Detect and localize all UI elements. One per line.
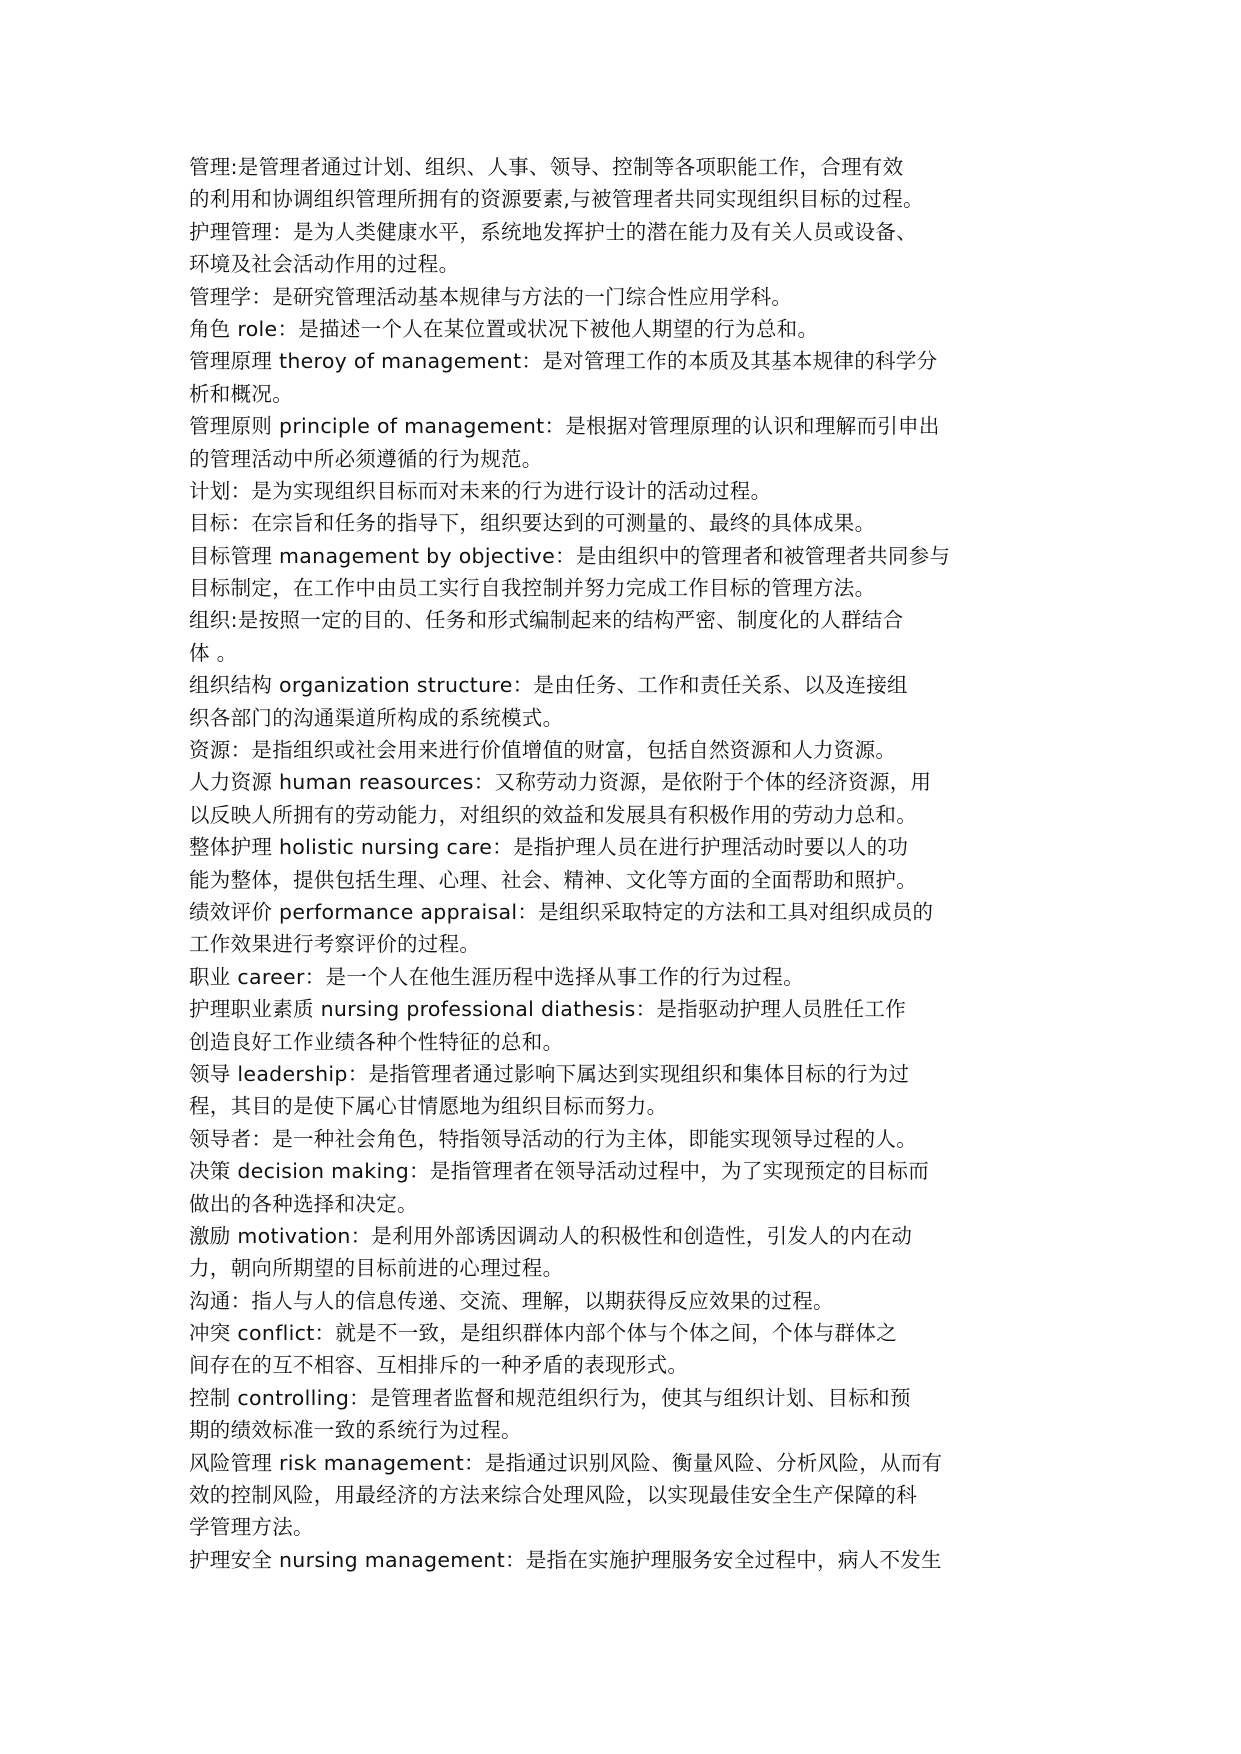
text-line: 资源：是指组织或社会用来进行价值增值的财富，包括自然资源和人力资源。	[189, 738, 897, 763]
text-line: 管理:是管理者通过计划、组织、人事、领导、控制等各项职能工作，合理有效	[189, 155, 904, 179]
text-line: 体 。	[189, 640, 238, 665]
text-line: 组织:是按照一定的目的、任务和形式编制起来的结构严密、制度化的人群结合	[189, 608, 904, 633]
text-line: 护理安全 nursing management：是指在实施护理服务安全过程中，病人不发生	[189, 1547, 942, 1572]
definition-text-body	[189, 151, 1059, 1576]
text-line: 能为整体，提供包括生理、心理、社会、精神、文化等方面的全面帮助和照护。	[189, 867, 917, 892]
text-line: 学管理方法。	[189, 1515, 314, 1540]
text-line: 析和概况。	[189, 381, 293, 406]
text-line: 护理管理：是为人类健康水平，系统地发挥护士的潜在能力及有关人员或设备、	[189, 219, 917, 244]
text-line: 织各部门的沟通渠道所构成的系统模式。	[189, 705, 564, 730]
text-line: 组织结构 organization structure：是由任务、工作和责任关系、以及连接组	[189, 673, 908, 698]
text-line: 绩效评价 performance appraisal：是组织采取特定的方法和工具对组织成员的	[189, 899, 934, 924]
text-line: 创造良好工作业绩各种个性特征的总和。	[189, 1029, 564, 1054]
text-line: 领导 leadership：是指管理者通过影响下属达到实现组织和集体目标的行为过	[189, 1061, 910, 1086]
text-line: 目标管理 management by objective：是由组织中的管理者和被管理者共同参与	[189, 543, 951, 568]
text-line: 整体护理 holistic nursing care：是指护理人员在进行护理活动时要以人的功	[189, 835, 909, 860]
text-line: 做出的各种选择和决定。	[189, 1191, 418, 1216]
text-line: 管理学：是研究管理活动基本规律与方法的一门综合性应用学科。	[189, 284, 793, 309]
text-line: 管理原理 theroy of management：是对管理工作的本质及其基本规律的科学分	[189, 349, 938, 374]
text-line: 工作效果进行考察评价的过程。	[189, 932, 481, 957]
text-line: 目标：在宗旨和任务的指导下，组织要达到的可测量的、最终的具体成果。	[189, 511, 876, 536]
text-line: 环境及社会活动作用的过程。	[189, 252, 460, 277]
text-line: 领导者：是一种社会角色，特指领导活动的行为主体，即能实现领导过程的人。	[189, 1126, 917, 1151]
text-line: 角色 role：是描述一个人在某位置或状况下被他人期望的行为总和。	[189, 316, 819, 341]
text-line: 计划：是为实现组织目标而对未来的行为进行设计的活动过程。	[189, 478, 772, 503]
text-line: 控制 controlling：是管理者监督和规范组织行为，使其与组织计划、目标和预	[189, 1385, 911, 1410]
text-line: 管理原则 principle of management：是根据对管理原理的认识和理解而引申出	[189, 414, 940, 439]
text-line: 的管理活动中所必须遵循的行为规范。	[189, 446, 543, 471]
text-line: 决策 decision making：是指管理者在领导活动过程中，为了实现预定的目标而	[189, 1159, 930, 1184]
text-line: 护理职业素质 nursing professional diathesis：是指驱动护理人员胜任工作	[189, 997, 907, 1022]
text-line: 效的控制风险，用最经济的方法来综合处理风险，以实现最佳安全生产保障的科	[189, 1483, 917, 1508]
text-line: 人力资源 human reasources：又称劳动力资源，是依附于个体的经济资源，用	[189, 770, 932, 795]
text-line: 间存在的互不相容、互相排斥的一种矛盾的表现形式。	[189, 1353, 689, 1378]
text-line: 期的绩效标准一致的系统行为过程。	[189, 1418, 522, 1443]
text-line: 沟通：指人与人的信息传递、交流、理解，以期获得反应效果的过程。	[189, 1288, 834, 1313]
text-line: 的利用和协调组织管理所拥有的资源要素,与被管理者共同实现组织目标的过程。	[189, 187, 924, 212]
text-line: 程，其目的是使下属心甘情愿地为组织目标而努力。	[189, 1094, 668, 1119]
text-line: 冲突 conflict：就是不一致，是组织群体内部个体与个体之间，个体与群体之	[189, 1321, 897, 1346]
text-line: 目标制定，在工作中由员工实行自我控制并努力完成工作目标的管理方法。	[189, 576, 876, 601]
text-line: 激励 motivation：是利用外部诱因调动人的积极性和创造性，引发人的内在动	[189, 1223, 913, 1248]
text-line: 职业 career：是一个人在他生涯历程中选择从事工作的行为过程。	[189, 964, 804, 989]
text-line: 力，朝向所期望的目标前进的心理过程。	[189, 1256, 564, 1281]
text-line: 风险管理 risk management：是指通过识别风险、衡量风险、分析风险，从而有	[189, 1450, 943, 1475]
text-line: 以反映人所拥有的劳动能力，对组织的效益和发展具有积极作用的劳动力总和。	[189, 802, 917, 827]
